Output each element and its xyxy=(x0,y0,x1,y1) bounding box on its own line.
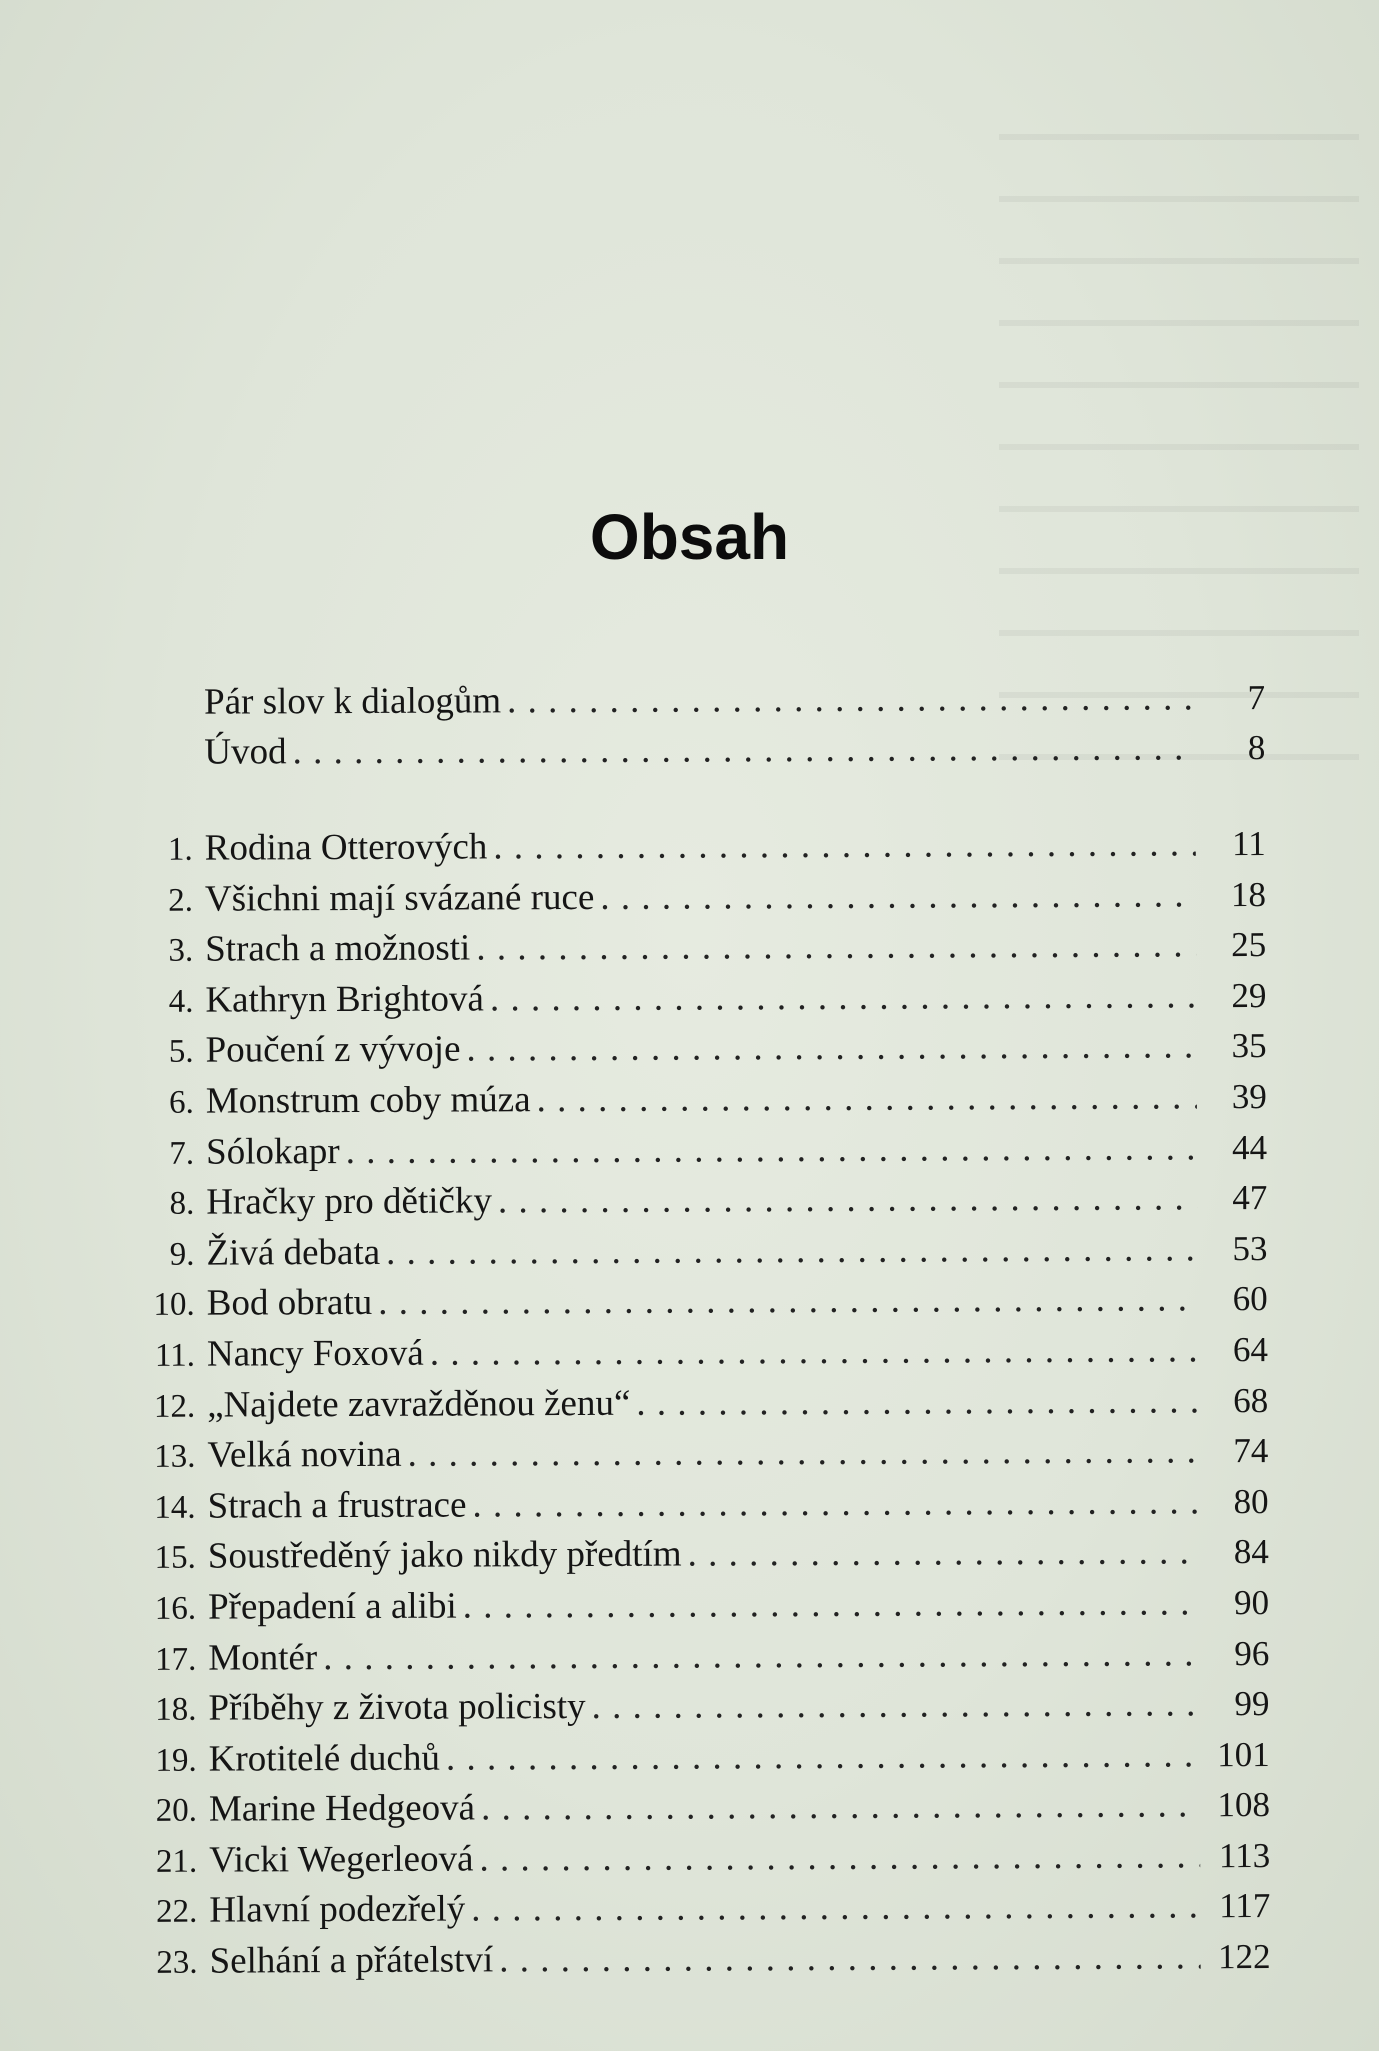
toc-entry xyxy=(125,1881,1270,1937)
toc-entry xyxy=(120,673,1265,728)
toc-entry xyxy=(121,819,1266,875)
toc-entry-title: Poučení z vývoje xyxy=(205,1028,461,1072)
chapter-number: 4. xyxy=(168,983,194,1020)
dot-leader xyxy=(471,1882,1200,1936)
toc-entry-title: Soustředěný jako nikdy předtím xyxy=(207,1533,682,1577)
chapter-number: 22. xyxy=(156,1894,198,1931)
toc-entry-title: Krotitelé duchů xyxy=(208,1737,440,1780)
toc-entry xyxy=(123,1426,1268,1482)
dot-leader xyxy=(472,1477,1198,1531)
toc-entry xyxy=(124,1527,1269,1583)
toc-entry-title: Živá debata xyxy=(206,1231,381,1274)
toc-entry xyxy=(123,1274,1268,1330)
dot-leader xyxy=(600,870,1196,923)
chapter-number: 9. xyxy=(169,1236,195,1273)
chapter-number: 14. xyxy=(154,1489,196,1526)
toc-entry-title: Nancy Foxová xyxy=(206,1332,424,1375)
toc-entry-title: Hlavní podezřelý xyxy=(209,1888,466,1932)
toc-entry-page: 122 xyxy=(1218,1937,1271,1977)
dot-leader xyxy=(463,1578,1200,1632)
toc-entry-page: 90 xyxy=(1233,1582,1270,1623)
toc-entry xyxy=(124,1628,1269,1684)
toc-entry-title: Pár slov k dialogům xyxy=(204,680,502,723)
toc-entry xyxy=(123,1376,1268,1432)
toc-entry xyxy=(122,1224,1267,1280)
dot-leader xyxy=(479,1831,1200,1885)
toc-entry xyxy=(120,723,1265,778)
dot-leader xyxy=(378,1275,1198,1329)
dot-leader xyxy=(636,1376,1198,1429)
toc-entry-title: Rodina Otterových xyxy=(204,826,488,869)
toc-entry xyxy=(124,1578,1269,1634)
toc-entry-title: Monstrum coby múza xyxy=(205,1079,531,1122)
toc-entry-title: Hračky pro dětičky xyxy=(206,1180,493,1223)
toc-entry-page: 80 xyxy=(1233,1481,1269,1521)
chapter-number: 10. xyxy=(153,1287,195,1324)
toc-entry-title: Úvod xyxy=(204,731,287,773)
toc-entry-title: Strach a možnosti xyxy=(205,927,471,970)
toc-entry xyxy=(122,1123,1267,1179)
dot-leader xyxy=(407,1426,1198,1480)
toc-entry-page: 84 xyxy=(1233,1532,1269,1572)
dot-leader xyxy=(490,971,1197,1025)
toc-entry-title: Přepadení a alibi xyxy=(207,1585,457,1628)
toc-entry xyxy=(124,1679,1269,1735)
chapter-number: 11. xyxy=(154,1337,196,1374)
chapter-number: 15. xyxy=(154,1539,196,1577)
toc-entry-title: Marine Hedgeová xyxy=(208,1787,476,1830)
chapter-number: 23. xyxy=(156,1944,198,1981)
chapter-number: 8. xyxy=(169,1185,195,1222)
chapter-number: 16. xyxy=(154,1590,197,1627)
dot-leader xyxy=(536,1072,1196,1125)
toc-entry xyxy=(122,1021,1267,1077)
chapter-number: 12. xyxy=(153,1388,196,1425)
dot-leader xyxy=(481,1781,1200,1835)
toc-entry-page: 99 xyxy=(1234,1684,1270,1724)
dot-leader xyxy=(346,1123,1198,1177)
dot-leader xyxy=(466,1022,1196,1076)
dot-leader xyxy=(386,1224,1198,1278)
toc-entry-title: Velká novina xyxy=(207,1433,402,1476)
dot-leader xyxy=(507,673,1195,726)
toc-entry-page: 101 xyxy=(1217,1734,1270,1774)
toc-entry-title: Bod obratu xyxy=(206,1282,373,1324)
chapter-number: 5. xyxy=(168,1034,194,1071)
dot-leader xyxy=(323,1629,1199,1683)
toc-entry xyxy=(122,1173,1267,1229)
toc-entry-page: 68 xyxy=(1233,1380,1269,1420)
toc-entry-title: Kathryn Brightová xyxy=(205,978,484,1021)
toc-entry xyxy=(121,920,1266,976)
toc-entry-title: Vicki Wegerleová xyxy=(209,1838,474,1881)
toc-entry xyxy=(122,1072,1267,1128)
dot-leader xyxy=(446,1730,1200,1784)
dot-leader xyxy=(687,1528,1198,1581)
toc-entry xyxy=(125,1730,1270,1786)
dot-leader xyxy=(430,1325,1198,1379)
chapter-number: 17. xyxy=(154,1641,197,1678)
toc-entry-title: Sólokapr xyxy=(205,1130,340,1173)
toc-entry-title: Všichni mají svázané ruce xyxy=(204,876,595,920)
toc-entry-page: 53 xyxy=(1232,1228,1268,1268)
dot-leader xyxy=(493,819,1196,873)
toc-entry-page: 113 xyxy=(1218,1835,1271,1876)
toc-entry-title: Příběhy z života policisty xyxy=(208,1686,586,1729)
toc-entry xyxy=(125,1780,1270,1836)
toc-entry-page: 64 xyxy=(1232,1329,1269,1370)
table-of-contents xyxy=(120,673,1271,1988)
chapter-list xyxy=(121,819,1271,1988)
toc-entry xyxy=(123,1325,1268,1381)
toc-entry-page: 60 xyxy=(1232,1279,1268,1319)
chapter-number: 20. xyxy=(155,1792,198,1830)
chapter-number: 1. xyxy=(167,831,193,868)
toc-entry-page: 44 xyxy=(1231,1127,1268,1167)
toc-entry-page: 47 xyxy=(1232,1178,1268,1218)
chapter-number: 3. xyxy=(168,932,194,969)
toc-entry-page: 11 xyxy=(1231,824,1266,864)
toc-entry-page: 29 xyxy=(1231,975,1267,1015)
chapter-number: 2. xyxy=(168,882,194,919)
dot-leader xyxy=(292,723,1195,777)
toc-entry-page: 39 xyxy=(1231,1076,1267,1117)
toc-entry-title: Strach a frustrace xyxy=(207,1484,467,1527)
chapter-number: 18. xyxy=(155,1691,197,1728)
toc-entry-title: Montér xyxy=(208,1636,318,1679)
chapter-number: 13. xyxy=(154,1438,196,1475)
chapter-number: 21. xyxy=(155,1843,198,1880)
dot-leader xyxy=(592,1679,1200,1732)
toc-entry-title: „Najdete zavražděnou ženu“ xyxy=(207,1382,631,1426)
toc-entry-page: 74 xyxy=(1233,1431,1269,1471)
toc-entry-page: 8 xyxy=(1247,728,1266,768)
dot-leader xyxy=(476,920,1196,974)
toc-entry-page: 96 xyxy=(1234,1633,1270,1673)
toc-entry-page: 108 xyxy=(1217,1785,1271,1825)
toc-entry-page: 117 xyxy=(1219,1886,1271,1926)
toc-entry xyxy=(124,1477,1269,1533)
toc-entry xyxy=(121,870,1266,926)
toc-entry-title: Selhání a přátelství xyxy=(209,1939,494,1982)
toc-entry xyxy=(121,971,1266,1027)
chapter-number: 19. xyxy=(155,1742,197,1779)
toc-entry-page: 7 xyxy=(1247,678,1266,718)
dot-leader xyxy=(498,1173,1198,1227)
toc-entry xyxy=(125,1932,1270,1988)
toc-entry-page: 35 xyxy=(1231,1026,1267,1066)
chapter-number: 6. xyxy=(169,1084,194,1121)
dot-leader xyxy=(499,1932,1201,1986)
page-title: Obsah xyxy=(589,501,790,573)
toc-entry-page: 25 xyxy=(1231,925,1267,965)
toc-entry xyxy=(125,1831,1270,1887)
chapter-number: 7. xyxy=(169,1135,195,1172)
toc-entry-page: 18 xyxy=(1230,874,1267,914)
